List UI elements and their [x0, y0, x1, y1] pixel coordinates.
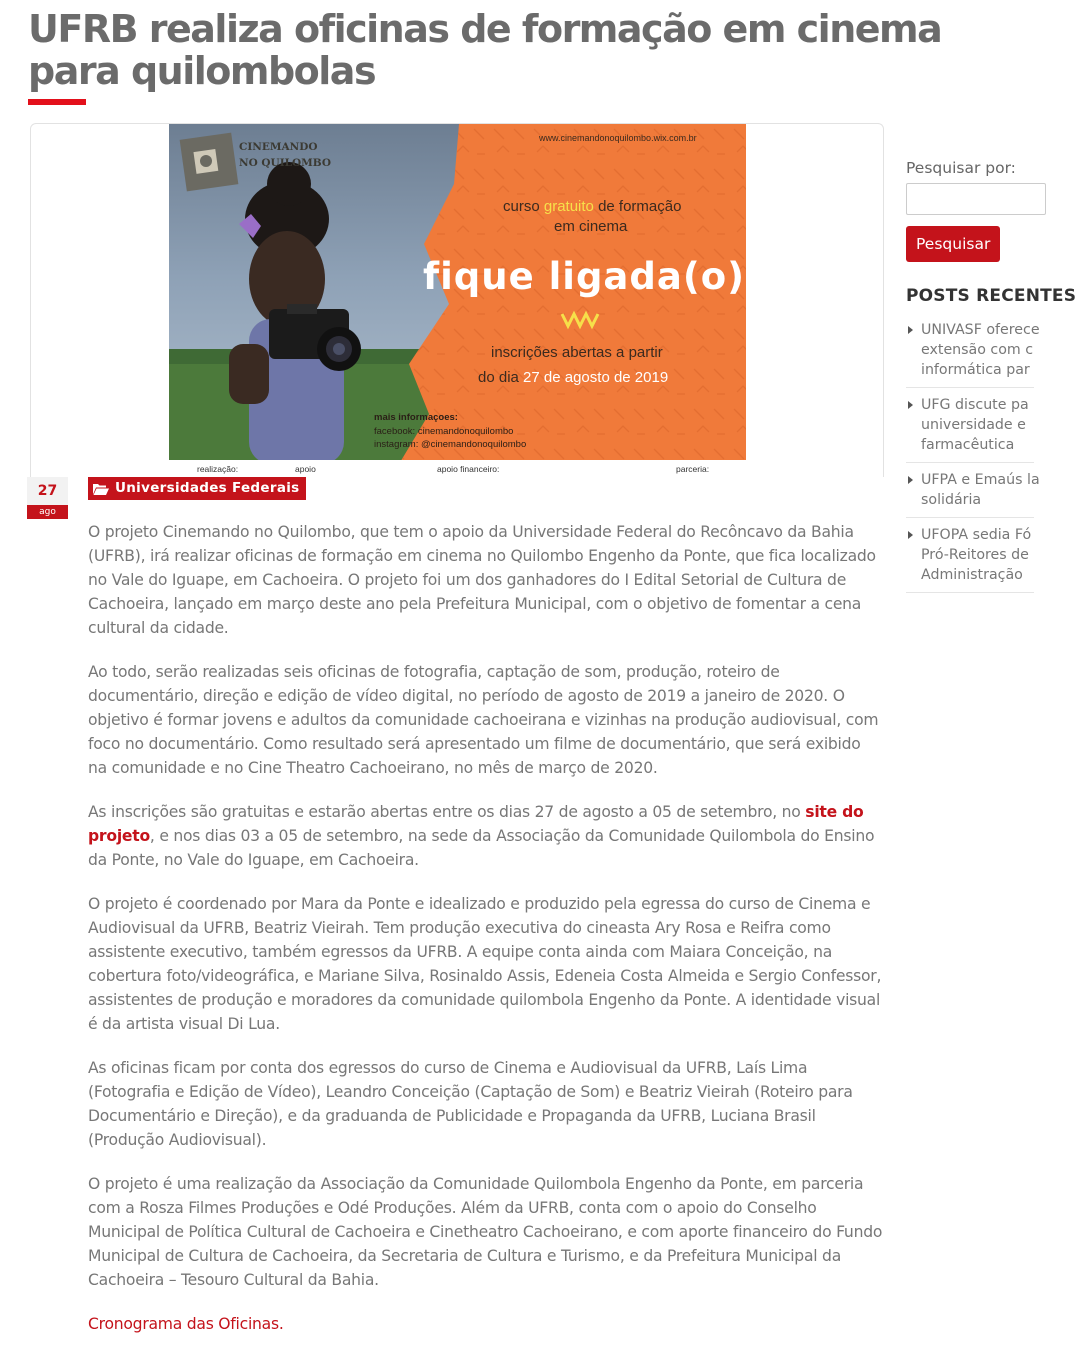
post-date-day: 27	[27, 477, 68, 505]
poster-registration-line2: do dia 27 de agosto de 2019	[478, 369, 669, 386]
recent-post-item[interactable]: UFOPA sedia Fó Pró-Reitores de Administração	[906, 525, 1034, 593]
article-paragraph-2: Ao todo, serão realizadas seis oficinas de fotografia, captação de som, produção, roteiro de documentário, direção e edição de vídeo digital, no período de agosto de 2019 a janeiro de 2020. O objetivo é formar jovens e adultos da comunidade cachoeirana e vizinhas na produção audiovisual, com foco no documentário. Como resultado será apresentado um filme de documentário, que será exibido na comunidade e no Cine Theatro Cachoeirano, no mês de março de 2020.	[88, 663, 879, 777]
recent-post-item[interactable]: UNIVASF oferece extensão com c informática par	[906, 320, 1034, 388]
schedule-link[interactable]: Cronograma das Oficinas.	[88, 1315, 284, 1333]
poster-footer-financeiro: apoio financeiro:	[437, 464, 500, 474]
featured-poster-image[interactable]	[169, 124, 763, 478]
caret-right-icon	[908, 326, 913, 334]
recent-posts-heading: POSTS RECENTES	[906, 286, 1076, 306]
poster-info-facebook: facebook: cinemandonoquilombo	[374, 426, 514, 437]
article-body	[88, 520, 884, 1356]
article-paragraph-1: O projeto Cinemando no Quilombo, que tem o apoio da Universidade Federal do Recôncavo da Bahia (UFRB), irá realizar oficinas de formação em cinema no Quilombo Engenho da Ponte, que fica localizado no Vale do Iguape, em Cachoeira. O projeto foi um dos ganhadores do I Edital Setorial de Cultura de Cachoeira, lançado em março deste ano pela Prefeitura Municipal, com o objetivo de fomentar a cena cultural da cidade.	[88, 523, 876, 637]
poster-footer-parceria: parceria:	[676, 464, 710, 474]
article-paragraph-6: O projeto é uma realização da Associação da Comunidade Quilombola Engenho da Ponte, em parceria com a Rosza Filmes Produções e Odé Produções. Além da UFRB, conta com o apoio do Conselho Municipal de Política Cultural de Cachoeira e Cinetheatro Cachoeirano, e com aporte financeiro do Fundo Municipal de Cultura de Cachoeira, da Secretaria de Cultura e Turismo, e da Prefeitura Municipal da Cachoeira – Tesouro Cultural da Bahia.	[88, 1175, 883, 1289]
article-paragraph-3: As inscrições são gratuitas e estarão abertas entre os dias 27 de agosto a 05 de setembro, no site do projeto, e nos dias 03 a 05 de setembro, na sede da Associação da Comunidade Quilombola do Ensino da Ponte, no Vale do Iguape, em Cachoeira.	[88, 803, 875, 869]
poster-course-line1: curso gratuito de formação	[503, 198, 682, 215]
poster-info-instagram: instagram: @cinemandonoquilombo	[374, 439, 527, 450]
article-paragraph-7	[88, 1312, 884, 1336]
poster-footer-apoio: apoio	[295, 464, 316, 474]
search-button[interactable]: Pesquisar	[906, 226, 1000, 262]
poster-info-title: mais informaçoes:	[374, 412, 458, 423]
svg-text:NO QUILOMBO: NO QUILOMBO	[239, 157, 331, 169]
title-underline	[28, 99, 86, 105]
post-date-badge	[27, 477, 68, 519]
recent-posts-list	[906, 320, 1040, 593]
page-title: UFRB realiza oficinas de formação em cinema para quilombolas	[28, 7, 942, 93]
project-site-link[interactable]: site do projeto	[88, 803, 864, 845]
sidebar	[906, 150, 1076, 610]
post-date-month: ago	[27, 505, 68, 519]
poster-registration-line1: inscrições abertas a partir	[491, 344, 663, 361]
search-input[interactable]	[906, 183, 1046, 215]
article-paragraph-4: O projeto é coordenado por Mara da Ponte e idealizado e produzido pela egressa do curso de Cinema e Audiovisual da UFRB, Beatriz Vieirah. Tem produção executiva do cineasta Ary Rosa e Reifra como assistente executivo, também egressos da UFRB. A equipe conta ainda com Maiara Conceição, na cobertura foto/videográfica, e Mariane Silva, Rosinaldo Assis, Edeneia Costa Almeida e Sergio Confessor, assistentes de produção e moradores da comunidade quilombola Engenho da Ponte. A identidade visual é da artista visual Di Lua.	[88, 895, 882, 1033]
caret-right-icon	[908, 531, 913, 539]
recent-post-item[interactable]: UFG discute pa universidade e farmacêutica	[906, 395, 1034, 463]
category-link[interactable]	[88, 477, 306, 500]
featured-image-card[interactable]	[30, 123, 884, 477]
caret-right-icon	[908, 401, 913, 409]
recent-post-item[interactable]: UFPA e Emaús la solidária	[906, 470, 1034, 518]
article-paragraph-5: As oficinas ficam por conta dos egressos do curso de Cinema e Audiovisual da UFRB, Laís Lima (Fotografia e Edição de Vídeo), Leandro Conceição (Captação de Som) e Beatriz Vieirah (Roteiro para Documentário e Direção), e da graduanda de Publicidade e Propaganda da UFRB, Luciana Brasil (Produção Audiovisual).	[88, 1059, 853, 1149]
category-label: Universidades Federais	[115, 480, 300, 496]
search-label: Pesquisar por:	[906, 159, 1016, 177]
folder-open-icon	[93, 483, 109, 495]
poster-footer-realizacao: realização:	[197, 464, 239, 474]
poster-course-line2: em cinema	[554, 218, 628, 235]
poster-url: www.cinemandonoquilombo.wix.com.br	[539, 133, 697, 143]
svg-text:CINEMANDO: CINEMANDO	[239, 141, 318, 153]
caret-right-icon	[908, 476, 913, 484]
poster-headline: fique ligada(o)!	[423, 255, 763, 298]
